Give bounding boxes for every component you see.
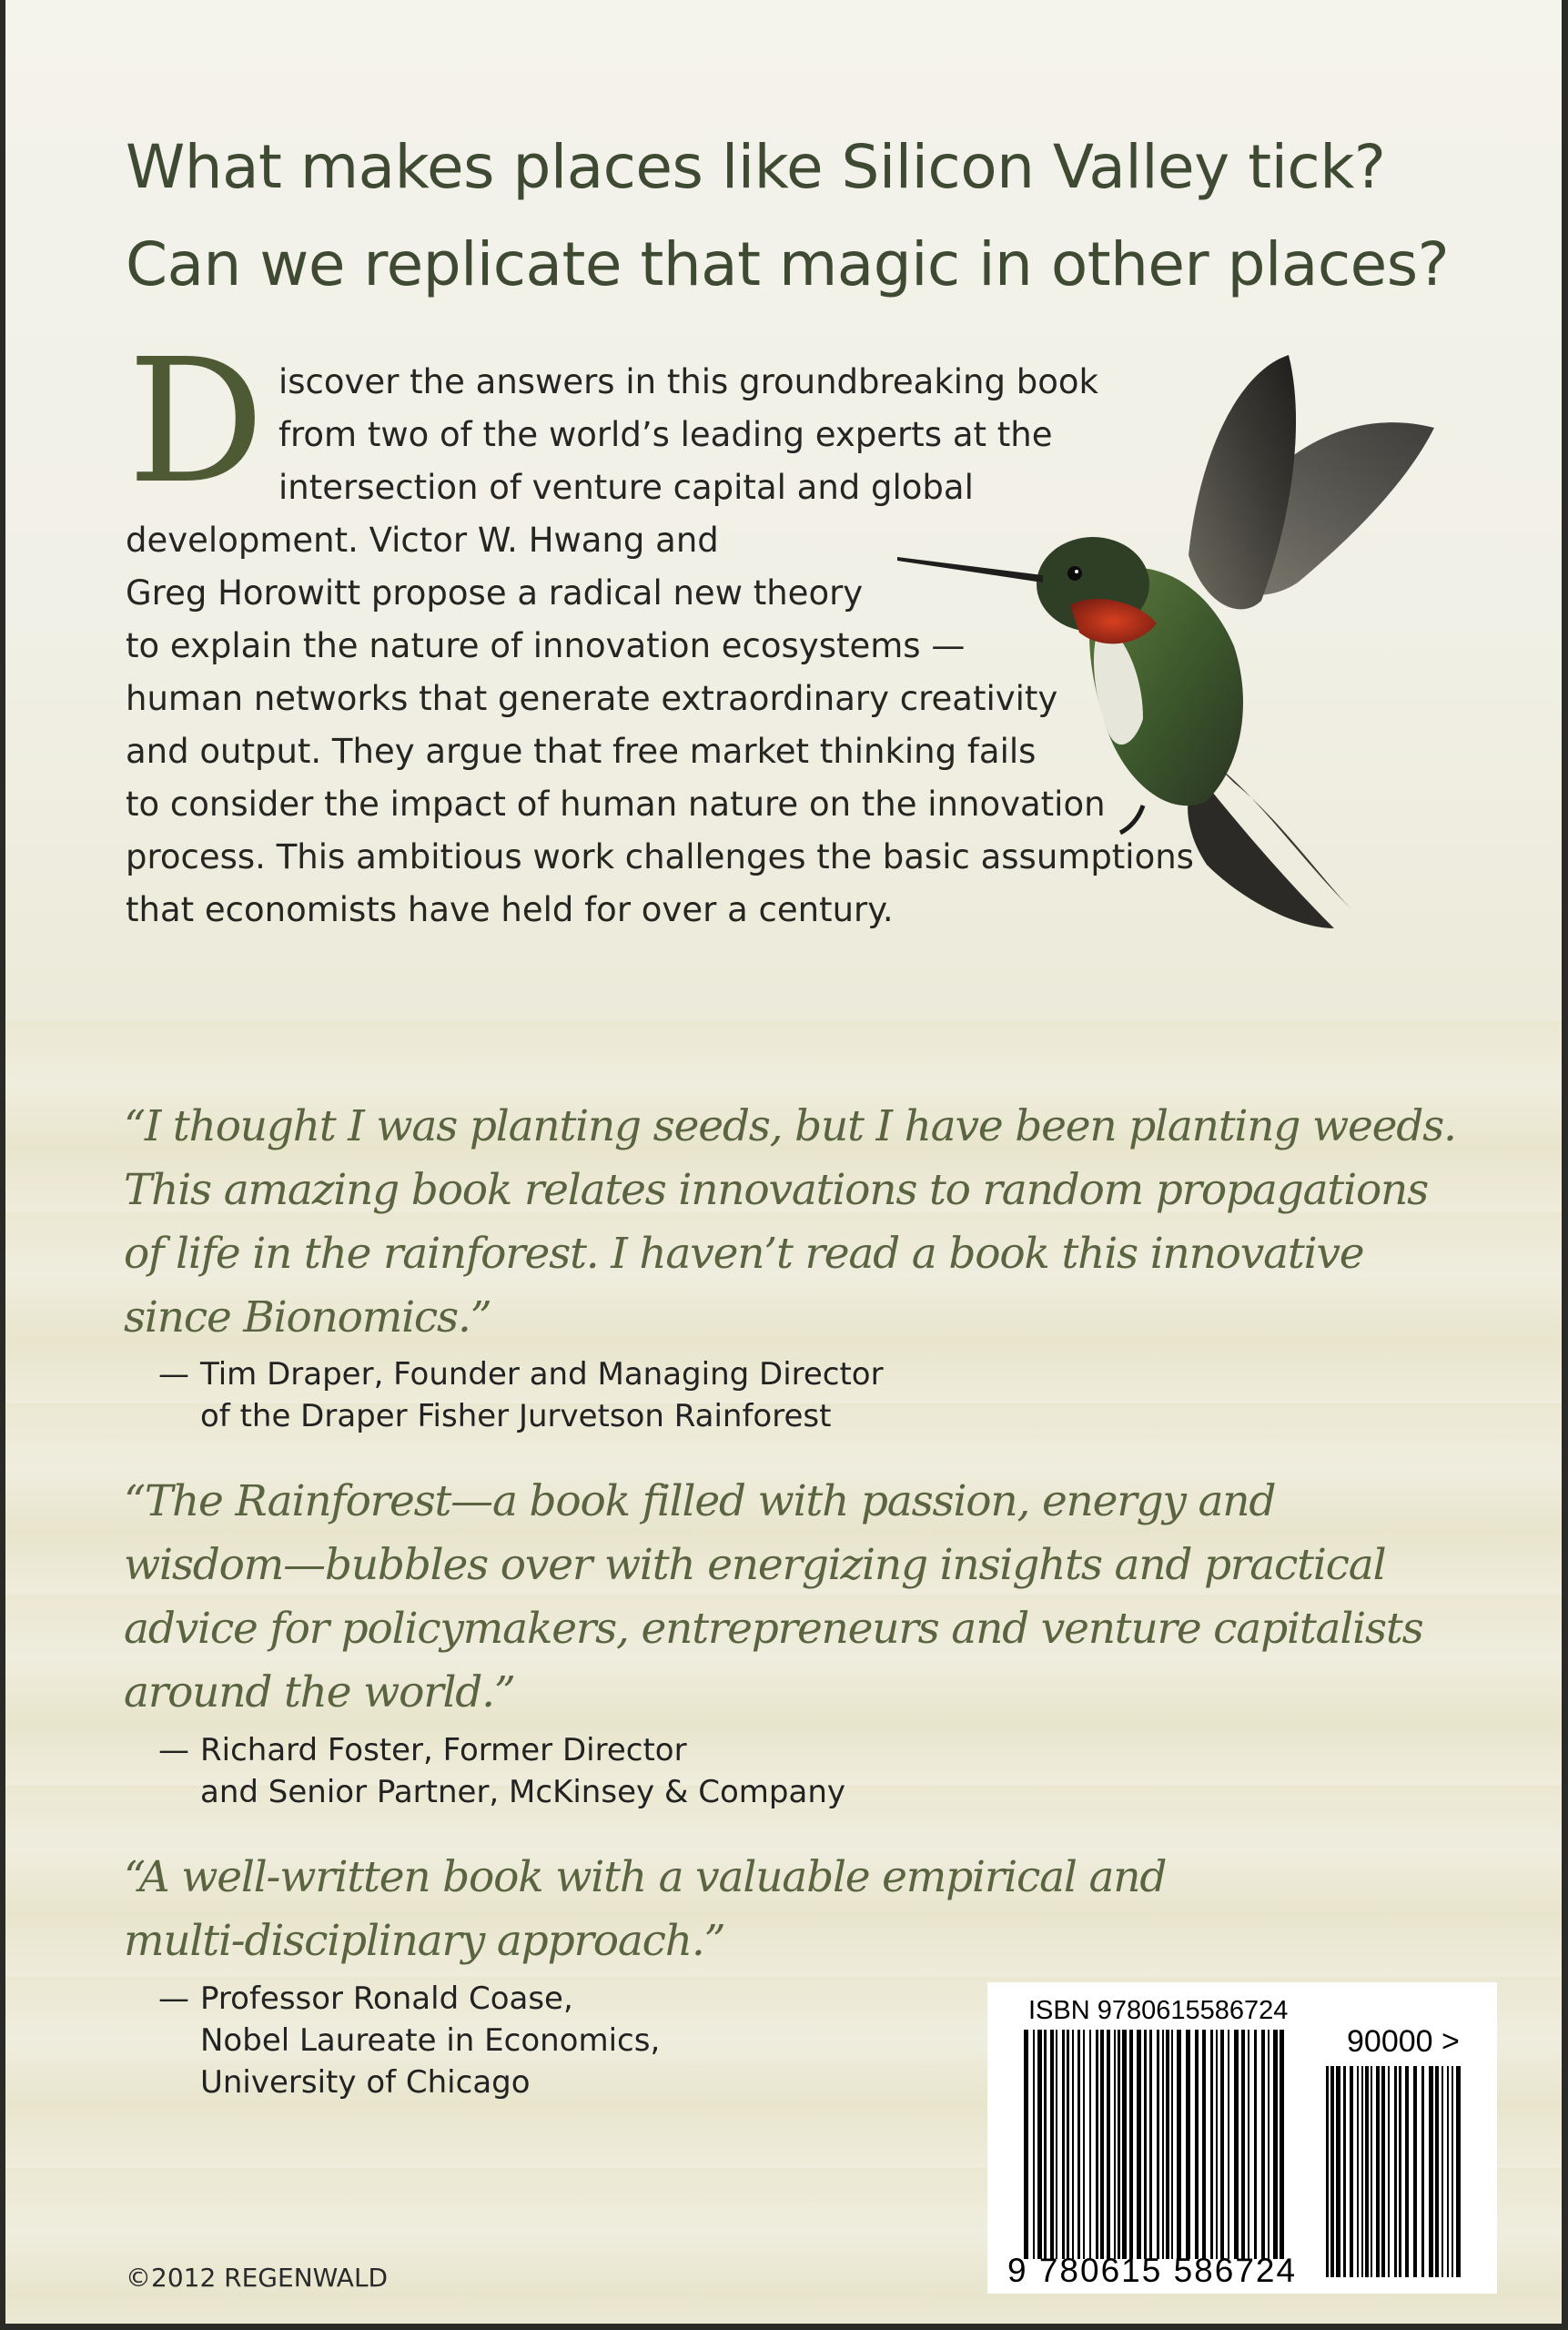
dropcap-letter: D <box>127 322 265 522</box>
barcode-bar <box>1072 2030 1074 2259</box>
barcode-bar <box>1037 2030 1042 2259</box>
barcode-bar <box>1157 2030 1159 2259</box>
attribution-line: Nobel Laureate in Economics, <box>200 2022 661 2059</box>
attribution-line: — Professor Ronald Coase, <box>158 1980 573 2017</box>
barcode-bar <box>1149 2030 1152 2259</box>
barcode-bar <box>1122 2030 1127 2259</box>
barcode-bar <box>1210 2030 1213 2259</box>
barcode-bar <box>1336 2066 1340 2277</box>
barcode-bar <box>1326 2066 1329 2277</box>
barcode-bar <box>1241 2030 1245 2259</box>
barcode-bar <box>1381 2066 1385 2277</box>
barcode-bar <box>1234 2030 1239 2259</box>
barcode-bar <box>1280 2030 1284 2259</box>
barcode-bar <box>1107 2030 1110 2259</box>
intro-line: from two of the world’s leading experts at the <box>278 415 1053 454</box>
barcode-bar <box>1129 2030 1133 2259</box>
barcode-bar <box>1429 2066 1433 2277</box>
intro-line: human networks that generate extraordinary creativity <box>126 679 1058 718</box>
barcode-bar <box>1083 2030 1085 2259</box>
ean-barcode-bars <box>1024 2030 1288 2259</box>
isbn-label: ISBN 9780615586724 <box>1028 1996 1289 2025</box>
barcode-bar <box>1089 2030 1091 2259</box>
barcode-bar <box>1195 2030 1199 2259</box>
barcode-bar <box>1413 2066 1417 2277</box>
barcode-bar <box>1114 2030 1116 2259</box>
intro-line: Greg Horowitt propose a radical new theory <box>126 573 864 613</box>
barcode-bar <box>1177 2030 1181 2259</box>
barcode-bar <box>1452 2066 1453 2277</box>
hummingbird-icon <box>897 346 1480 965</box>
attribution-dash: — <box>158 1732 189 1768</box>
quote-line: around the world.” <box>124 1667 515 1717</box>
intro-line: development. Victor W. Hwang and <box>126 521 719 560</box>
barcode-bar <box>1100 2030 1104 2259</box>
barcode-bar <box>1202 2030 1206 2259</box>
barcode-bar <box>1268 2030 1270 2259</box>
barcode-bar <box>1330 2066 1334 2277</box>
barcode-bar <box>1361 2066 1363 2277</box>
barcode-bar <box>1357 2066 1359 2277</box>
quote-line: This amazing book relates innovations to random propagations <box>124 1165 1429 1215</box>
barcode-bar <box>1394 2066 1397 2277</box>
barcode-bar <box>1254 2030 1257 2259</box>
barcode-bar <box>1096 2030 1098 2259</box>
barcode-bar <box>1371 2066 1372 2277</box>
ean-digits: 9 780615 586724 <box>1007 2252 1298 2289</box>
barcode-bar <box>1442 2066 1443 2277</box>
intro-line: to explain the nature of innovation ecosystems — <box>126 626 966 665</box>
barcode-bar <box>1273 2030 1278 2259</box>
barcode-bar <box>1067 2030 1069 2259</box>
quote-line: “I thought I was planting seeds, but I have been planting weeds. <box>124 1101 1456 1151</box>
barcode-bar <box>1388 2066 1390 2277</box>
intro-line: and output. They argue that free market thinking fails <box>126 732 1037 771</box>
barcode-bar <box>1350 2066 1353 2277</box>
copyright-notice: ©2012 REGENWALD <box>126 2263 389 2293</box>
attribution-dash: — <box>158 1356 189 1393</box>
barcode-bar <box>1456 2066 1461 2277</box>
quote-line: wisdom—bubbles over with energizing insights and practical <box>124 1540 1386 1590</box>
barcode-bar <box>1435 2066 1439 2277</box>
headline-line-2: Can we replicate that magic in other places? <box>126 229 1450 299</box>
barcode-bar <box>1044 2030 1047 2259</box>
quote-line: of life in the rainforest. I haven’t read a book this innovative <box>124 1229 1364 1279</box>
barcode-bar <box>1365 2066 1369 2277</box>
quote-line: advice for policymakers, entrepreneurs and venture capitalists <box>124 1604 1423 1654</box>
barcode-bar <box>1144 2030 1147 2259</box>
barcode-bar <box>1137 2030 1141 2259</box>
intro-line: intersection of venture capital and global <box>278 468 974 507</box>
quote-line: “A well-written book with a valuable empirical and <box>124 1852 1167 1902</box>
barcode-bar <box>1166 2030 1169 2259</box>
barcode-bar <box>1405 2066 1409 2277</box>
barcode-bar <box>1024 2030 1028 2259</box>
barcode-bar <box>1220 2030 1224 2259</box>
quote-line: since Bionomics.” <box>124 1292 491 1342</box>
barcode-bar <box>1421 2066 1424 2277</box>
book-back-cover <box>5 0 1562 2324</box>
headline-line-1: What makes places like Silicon Valley tick? <box>126 132 1386 202</box>
attribution-line: — Richard Foster, Former Director <box>158 1732 687 1768</box>
price-code: 90000 > <box>1347 2024 1460 2059</box>
barcode-bar <box>1056 2030 1057 2259</box>
barcode-bar <box>1343 2066 1346 2277</box>
barcode-bar <box>1399 2066 1401 2277</box>
barcode-bar <box>1228 2030 1229 2259</box>
quote-line: multi-disciplinary approach.” <box>124 1916 725 1966</box>
intro-line: iscover the answers in this groundbreaking book <box>278 362 1098 401</box>
attribution-line: of the Draper Fisher Jurvetson Rainforest <box>200 1398 832 1434</box>
barcode-bar <box>1062 2030 1065 2259</box>
barcode-bar <box>1186 2030 1190 2259</box>
barcode-bar <box>1216 2030 1218 2259</box>
addon-barcode-bars <box>1326 2066 1462 2277</box>
barcode-bar <box>1171 2030 1173 2259</box>
barcode-bar <box>1077 2030 1080 2259</box>
attribution-line: and Senior Partner, McKinsey & Company <box>200 1774 845 1810</box>
barcode-bar <box>1248 2030 1249 2259</box>
isbn-barcode <box>987 1982 1497 2294</box>
barcode-bar <box>1162 2030 1164 2259</box>
attribution-line: University of Chicago <box>200 2064 531 2101</box>
barcode-bar <box>1050 2030 1054 2259</box>
attribution-dash: — <box>158 1980 189 2017</box>
intro-line: process. This ambitious work challenges the basic assumptions <box>126 837 1194 876</box>
barcode-bar <box>1118 2030 1120 2259</box>
intro-line: to consider the impact of human nature on the innovation <box>126 785 1106 824</box>
quote-line: “The Rainforest—a book filled with passion, energy and <box>124 1476 1276 1526</box>
attribution-line: — Tim Draper, Founder and Managing Director <box>158 1356 884 1393</box>
barcode-bar <box>1033 2030 1035 2259</box>
barcode-bar <box>1447 2066 1449 2277</box>
barcode-bar <box>1261 2030 1265 2259</box>
barcode-bar <box>1376 2066 1380 2277</box>
intro-line: that economists have held for over a century. <box>126 890 894 929</box>
